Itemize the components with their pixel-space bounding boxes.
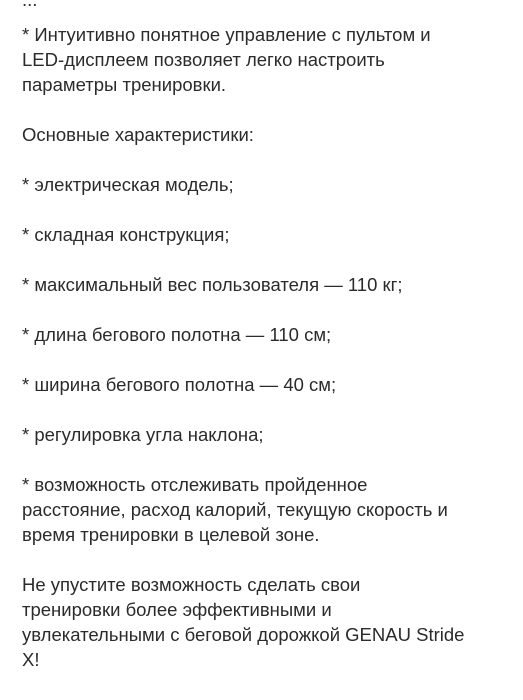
intro-paragraph: * Интуитивно понятное управление с пультом и LED-дисплеем позволяет легко настроить параметры тренировки. <box>22 24 431 95</box>
features-heading: Основные характеристики: <box>22 124 254 145</box>
closing-paragraph: Не упустите возможность сделать свои тренировки более эффективными и увлекательными с беговой дорожкой GENAU Stride X! <box>22 574 465 670</box>
feature-item: * возможность отслеживать пройденное расстояние, расход калорий, текущую скорость и время тренировки в целевой зоне. <box>22 474 448 545</box>
feature-item: * длина бегового полотна — 110 см; <box>22 324 332 345</box>
feature-item: * регулировка угла наклона; <box>22 424 264 445</box>
feature-item: * ширина бегового полотна — 40 см; <box>22 374 337 395</box>
feature-item: * максимальный вес пользователя — 110 кг; <box>22 274 403 295</box>
cutoff-text-line <box>22 0 37 12</box>
feature-item: * электрическая модель; <box>22 174 234 195</box>
feature-item: * складная конструкция; <box>22 224 230 245</box>
